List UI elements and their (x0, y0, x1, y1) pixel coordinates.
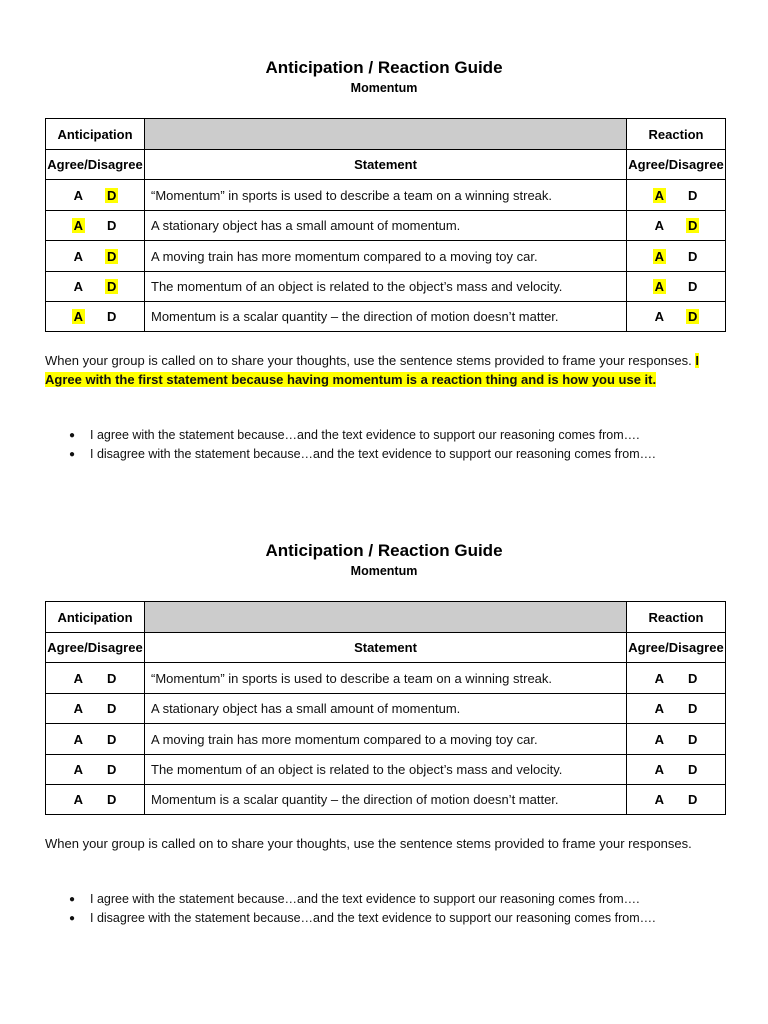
table-row (46, 785, 726, 815)
page-subtitle: Momentum (350, 564, 418, 578)
anticipation-header: Anticipation (46, 119, 145, 150)
agree-disagree-header: Agree/Disagree (627, 150, 726, 180)
instructions-text: When your group is called on to share your thoughts, use the sentence stems provided to frame your responses. (45, 353, 692, 368)
statement-text: A stationary object has a small amount of momentum. (145, 694, 627, 724)
agree-option[interactable]: A (73, 279, 83, 294)
table-row (46, 272, 726, 302)
agree-option-selected[interactable]: A (73, 309, 83, 324)
stem-text: I agree with the statement because…and the text evidence to support our reasoning comes from…. (90, 428, 640, 442)
disagree-option-selected[interactable]: D (107, 187, 117, 203)
statement-text: A stationary object has a small amount of momentum. (145, 211, 627, 241)
table-row (46, 180, 726, 211)
disagree-option-selected[interactable]: D (107, 248, 117, 264)
disagree-option[interactable]: D (107, 731, 117, 747)
disagree-option-selected[interactable]: D (688, 218, 698, 233)
anticipation-choice (46, 180, 145, 211)
agree-option[interactable]: A (73, 762, 83, 777)
anticipation-choice (46, 785, 145, 815)
agree-option-selected[interactable]: A (654, 279, 664, 294)
agree-option[interactable]: A (73, 792, 83, 807)
disagree-option[interactable]: D (688, 279, 698, 294)
instructions-text: When your group is called on to share your thoughts, use the sentence stems provided to frame your responses. (45, 836, 692, 851)
agree-option[interactable]: A (73, 248, 83, 264)
stem-text: I disagree with the statement because…and the text evidence to support our reasoning comes from…. (90, 447, 656, 461)
agree-option[interactable]: A (654, 731, 664, 747)
agree-option-selected[interactable]: A (654, 248, 664, 264)
sentence-stems-list (45, 426, 735, 464)
anticipation-choice (46, 694, 145, 724)
agree-option-selected[interactable]: A (73, 218, 83, 233)
table-row (46, 694, 726, 724)
disagree-option-selected[interactable]: D (107, 279, 117, 294)
shaded-header-cell (145, 119, 627, 150)
agree-option[interactable]: A (654, 309, 664, 324)
disagree-option[interactable]: D (688, 731, 698, 747)
statement-text: “Momentum” in sports is used to describe a team on a winning streak. (145, 663, 627, 694)
table-row (46, 755, 726, 785)
bullet-icon: ● (69, 913, 76, 924)
list-item (45, 890, 735, 909)
reaction-choice (627, 241, 726, 272)
statement-text: A moving train has more momentum compared to a moving toy car. (145, 241, 627, 272)
anticipation-header: Anticipation (46, 602, 145, 633)
agree-option[interactable]: A (73, 731, 83, 747)
reaction-header: Reaction (627, 602, 726, 633)
disagree-option[interactable]: D (107, 309, 117, 324)
page-title: Anticipation / Reaction Guide (265, 58, 503, 77)
bullet-icon: ● (69, 430, 76, 441)
agree-disagree-header: Agree/Disagree (627, 633, 726, 663)
shaded-header-cell (145, 602, 627, 633)
bullet-icon: ● (69, 894, 76, 905)
agree-option[interactable]: A (654, 701, 664, 716)
table-row (46, 302, 726, 332)
disagree-option[interactable]: D (107, 701, 117, 716)
agree-option[interactable]: A (654, 218, 664, 233)
guide-table (45, 118, 726, 332)
reaction-choice (627, 211, 726, 241)
anticipation-choice (46, 241, 145, 272)
statement-text: A moving train has more momentum compared to a moving toy car. (145, 724, 627, 755)
disagree-option[interactable]: D (688, 792, 698, 807)
list-item (45, 909, 735, 928)
instructions-paragraph (45, 351, 725, 389)
disagree-option[interactable]: D (107, 218, 117, 233)
sentence-stems-list (45, 890, 735, 928)
disagree-option[interactable]: D (107, 670, 117, 686)
reaction-choice (627, 755, 726, 785)
statement-header: Statement (145, 150, 627, 180)
disagree-option[interactable]: D (688, 670, 698, 686)
instructions-paragraph (45, 834, 725, 853)
table-row (46, 663, 726, 694)
list-item (45, 426, 735, 445)
statement-text: “Momentum” in sports is used to describe a team on a winning streak. (145, 180, 627, 211)
agree-disagree-header: Agree/Disagree (46, 633, 145, 663)
anticipation-choice (46, 724, 145, 755)
page-subtitle: Momentum (350, 81, 418, 95)
agree-option[interactable]: A (73, 670, 83, 686)
reaction-choice (627, 302, 726, 332)
table-row (46, 724, 726, 755)
anticipation-choice (46, 663, 145, 694)
anticipation-choice (46, 302, 145, 332)
reaction-header: Reaction (627, 119, 726, 150)
statement-text: The momentum of an object is related to the object’s mass and velocity. (145, 755, 627, 785)
table-row (46, 211, 726, 241)
agree-option[interactable]: A (654, 792, 664, 807)
disagree-option[interactable]: D (688, 762, 698, 777)
disagree-option[interactable]: D (688, 701, 698, 716)
agree-option-selected[interactable]: A (654, 187, 664, 203)
student-response: I Agree with the first statement because having momentum is a reaction thing and is how you use it. (45, 353, 699, 387)
agree-option[interactable]: A (73, 187, 83, 203)
anticipation-choice (46, 211, 145, 241)
reaction-choice (627, 663, 726, 694)
reaction-choice (627, 272, 726, 302)
guide-table (45, 601, 726, 815)
anticipation-choice (46, 755, 145, 785)
agree-option[interactable]: A (654, 670, 664, 686)
bullet-icon: ● (69, 449, 76, 460)
disagree-option[interactable]: D (688, 248, 698, 264)
disagree-option[interactable]: D (107, 792, 117, 807)
statement-text: Momentum is a scalar quantity – the direction of motion doesn’t matter. (145, 785, 627, 815)
disagree-option[interactable]: D (688, 187, 698, 203)
statement-text: Momentum is a scalar quantity – the direction of motion doesn’t matter. (145, 302, 627, 332)
agree-disagree-header: Agree/Disagree (46, 150, 145, 180)
reaction-choice (627, 694, 726, 724)
stem-text: I disagree with the statement because…and the text evidence to support our reasoning comes from…. (90, 911, 656, 925)
statement-header: Statement (145, 633, 627, 663)
agree-option[interactable]: A (73, 701, 83, 716)
stem-text: I agree with the statement because…and the text evidence to support our reasoning comes from…. (90, 892, 640, 906)
reaction-choice (627, 785, 726, 815)
disagree-option-selected[interactable]: D (688, 309, 698, 324)
reaction-choice (627, 180, 726, 211)
page-title: Anticipation / Reaction Guide (265, 541, 503, 560)
agree-option[interactable]: A (654, 762, 664, 777)
reaction-choice (627, 724, 726, 755)
disagree-option[interactable]: D (107, 762, 117, 777)
table-row (46, 241, 726, 272)
anticipation-choice (46, 272, 145, 302)
statement-text: The momentum of an object is related to the object’s mass and velocity. (145, 272, 627, 302)
list-item (45, 445, 735, 464)
